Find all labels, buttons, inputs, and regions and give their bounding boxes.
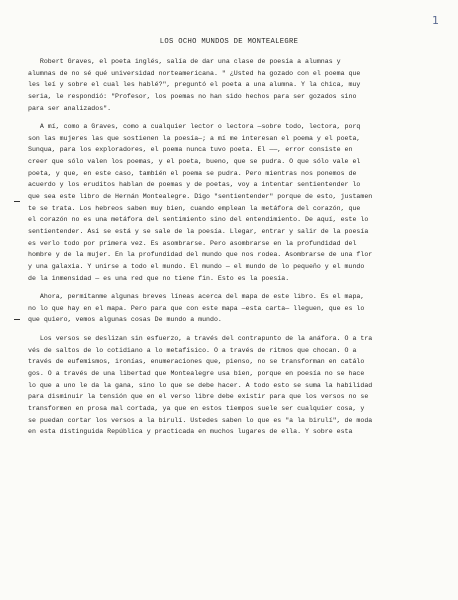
text-line: gos. O a través de una libertad que Montealegre usa bien, porque en poesía no se hace <box>28 370 365 378</box>
margin-mark <box>14 319 20 320</box>
text-line: les leí y sobre el cual les hablé?", preguntó el poeta a una alumna. Y la chica, muy <box>28 81 361 89</box>
paragraph <box>28 291 444 326</box>
text-line: Ahora, permítanme algunas breves líneas acerca del mapa de este libro. Es el mapa, <box>28 293 365 301</box>
text-line: para disminuir la tensión que en el verso libre debe existir para que los versos no se <box>28 393 369 401</box>
text-line: Sunqua, para los exploradores, el poema nunca tuvo poeta. El ——, error consiste en <box>28 146 353 154</box>
text-line: seria, le respondió: "Profesor, los poemas no han sido hechos para ser gozados sino <box>28 92 357 100</box>
paragraph <box>28 56 444 114</box>
text-line: hombre y de la mujer. En la profundidad del mundo que nos rodea. Asombrarse de una flor <box>28 251 373 259</box>
text-line: para ser analizados". <box>28 104 112 112</box>
paragraph <box>28 121 444 284</box>
text-line: que sea este libro de Hernán Montealegre. Digo "sentientender" porque de esto, justamen <box>28 193 373 201</box>
text-line: poeta, y que, en este caso, también el poema se pudra. Pero mientras nos ponemos de <box>28 169 357 177</box>
document-title: LOS OCHO MUNDOS DE MONTEALEGRE <box>159 38 299 46</box>
page-number: 1 <box>432 14 439 27</box>
text-line: alumnas de no sé qué universidad norteamericana. " ¿Usted ha gozado con el poema que <box>28 69 361 77</box>
text-line: Robert Graves, el poeta inglés, salía de dar una clase de poesía a alumnas y <box>28 58 341 65</box>
text-line: acuerdo y los eruditos hablan de poemas y de poetas, voy a intentar sentientender lo <box>28 181 361 189</box>
text-line: sentientender. Así se está y se sale de la poesía. Llegar, entrar y salir de la poesía <box>28 227 369 235</box>
text-line: lo que a uno le da la gana, sino lo que se debe hacer. A todo esto se suma la habilidad <box>28 381 373 389</box>
text-line: Los versos se deslizan sin esfuerzo, a través del contrapunto de la anáfora. O a tra <box>28 335 373 343</box>
text-line: el corazón no es una metáfora del sentimiento sino del entendimiento. De aquí, este lo <box>28 216 369 224</box>
text-line: en esta distinguida República y practicada en muchos lugares de ella. Y sobre esta <box>28 428 353 436</box>
text-line: que quiero, vemos algunas cosas De mundo a mundo. <box>28 316 222 324</box>
text-line: es verlo todo por primera vez. Es asombrarse. Pero asombrarse en la profundidad del <box>28 239 357 247</box>
text-line: de la inmensidad — es una red que no tiene fin. Esto es la poesía. <box>28 274 290 282</box>
text-line: vés de saltos de lo cotidiano a lo metafísico. O a través de ritmos que chocan. O a <box>28 346 357 354</box>
document-body <box>28 56 444 438</box>
text-line: transformen en prosa mal cortada, ya que en estos tiempos suele ser cualquier cosa, y <box>28 404 365 412</box>
text-line: se puedan cortar los versos a la birulí. Ustedes saben lo que es "a la birulí", de moda <box>28 416 373 424</box>
text-line: creer que sólo valen los poemas, y el poeta, bueno, que se pudra. O que sólo vale el <box>28 158 361 166</box>
paragraph <box>28 333 444 438</box>
text-line: través de eufemismos, ironías, enumeraciones que, pienso, no se transforman en catálo <box>28 358 365 366</box>
text-line: no lo que hay en el mapa. Pero para que con este mapa —esta carta— lleguen, que es lo <box>28 304 365 312</box>
text-line: son las mujeres las que sostienen la poesía—; a mí me interesan el poema y el poeta, <box>28 134 361 142</box>
text-line: A mí, como a Graves, como a cualquier lector o lectora —sobre todo, lectora, porq <box>28 123 361 131</box>
text-line: te se trata. Los hebreos saben muy bien, cuando emplean la metáfora del corazón, que <box>28 204 361 212</box>
text-line: y una galaxia. Y unirse a todo el mundo. El mundo — el mundo de lo pequeño y el mundo <box>28 262 365 270</box>
margin-mark <box>14 201 20 202</box>
